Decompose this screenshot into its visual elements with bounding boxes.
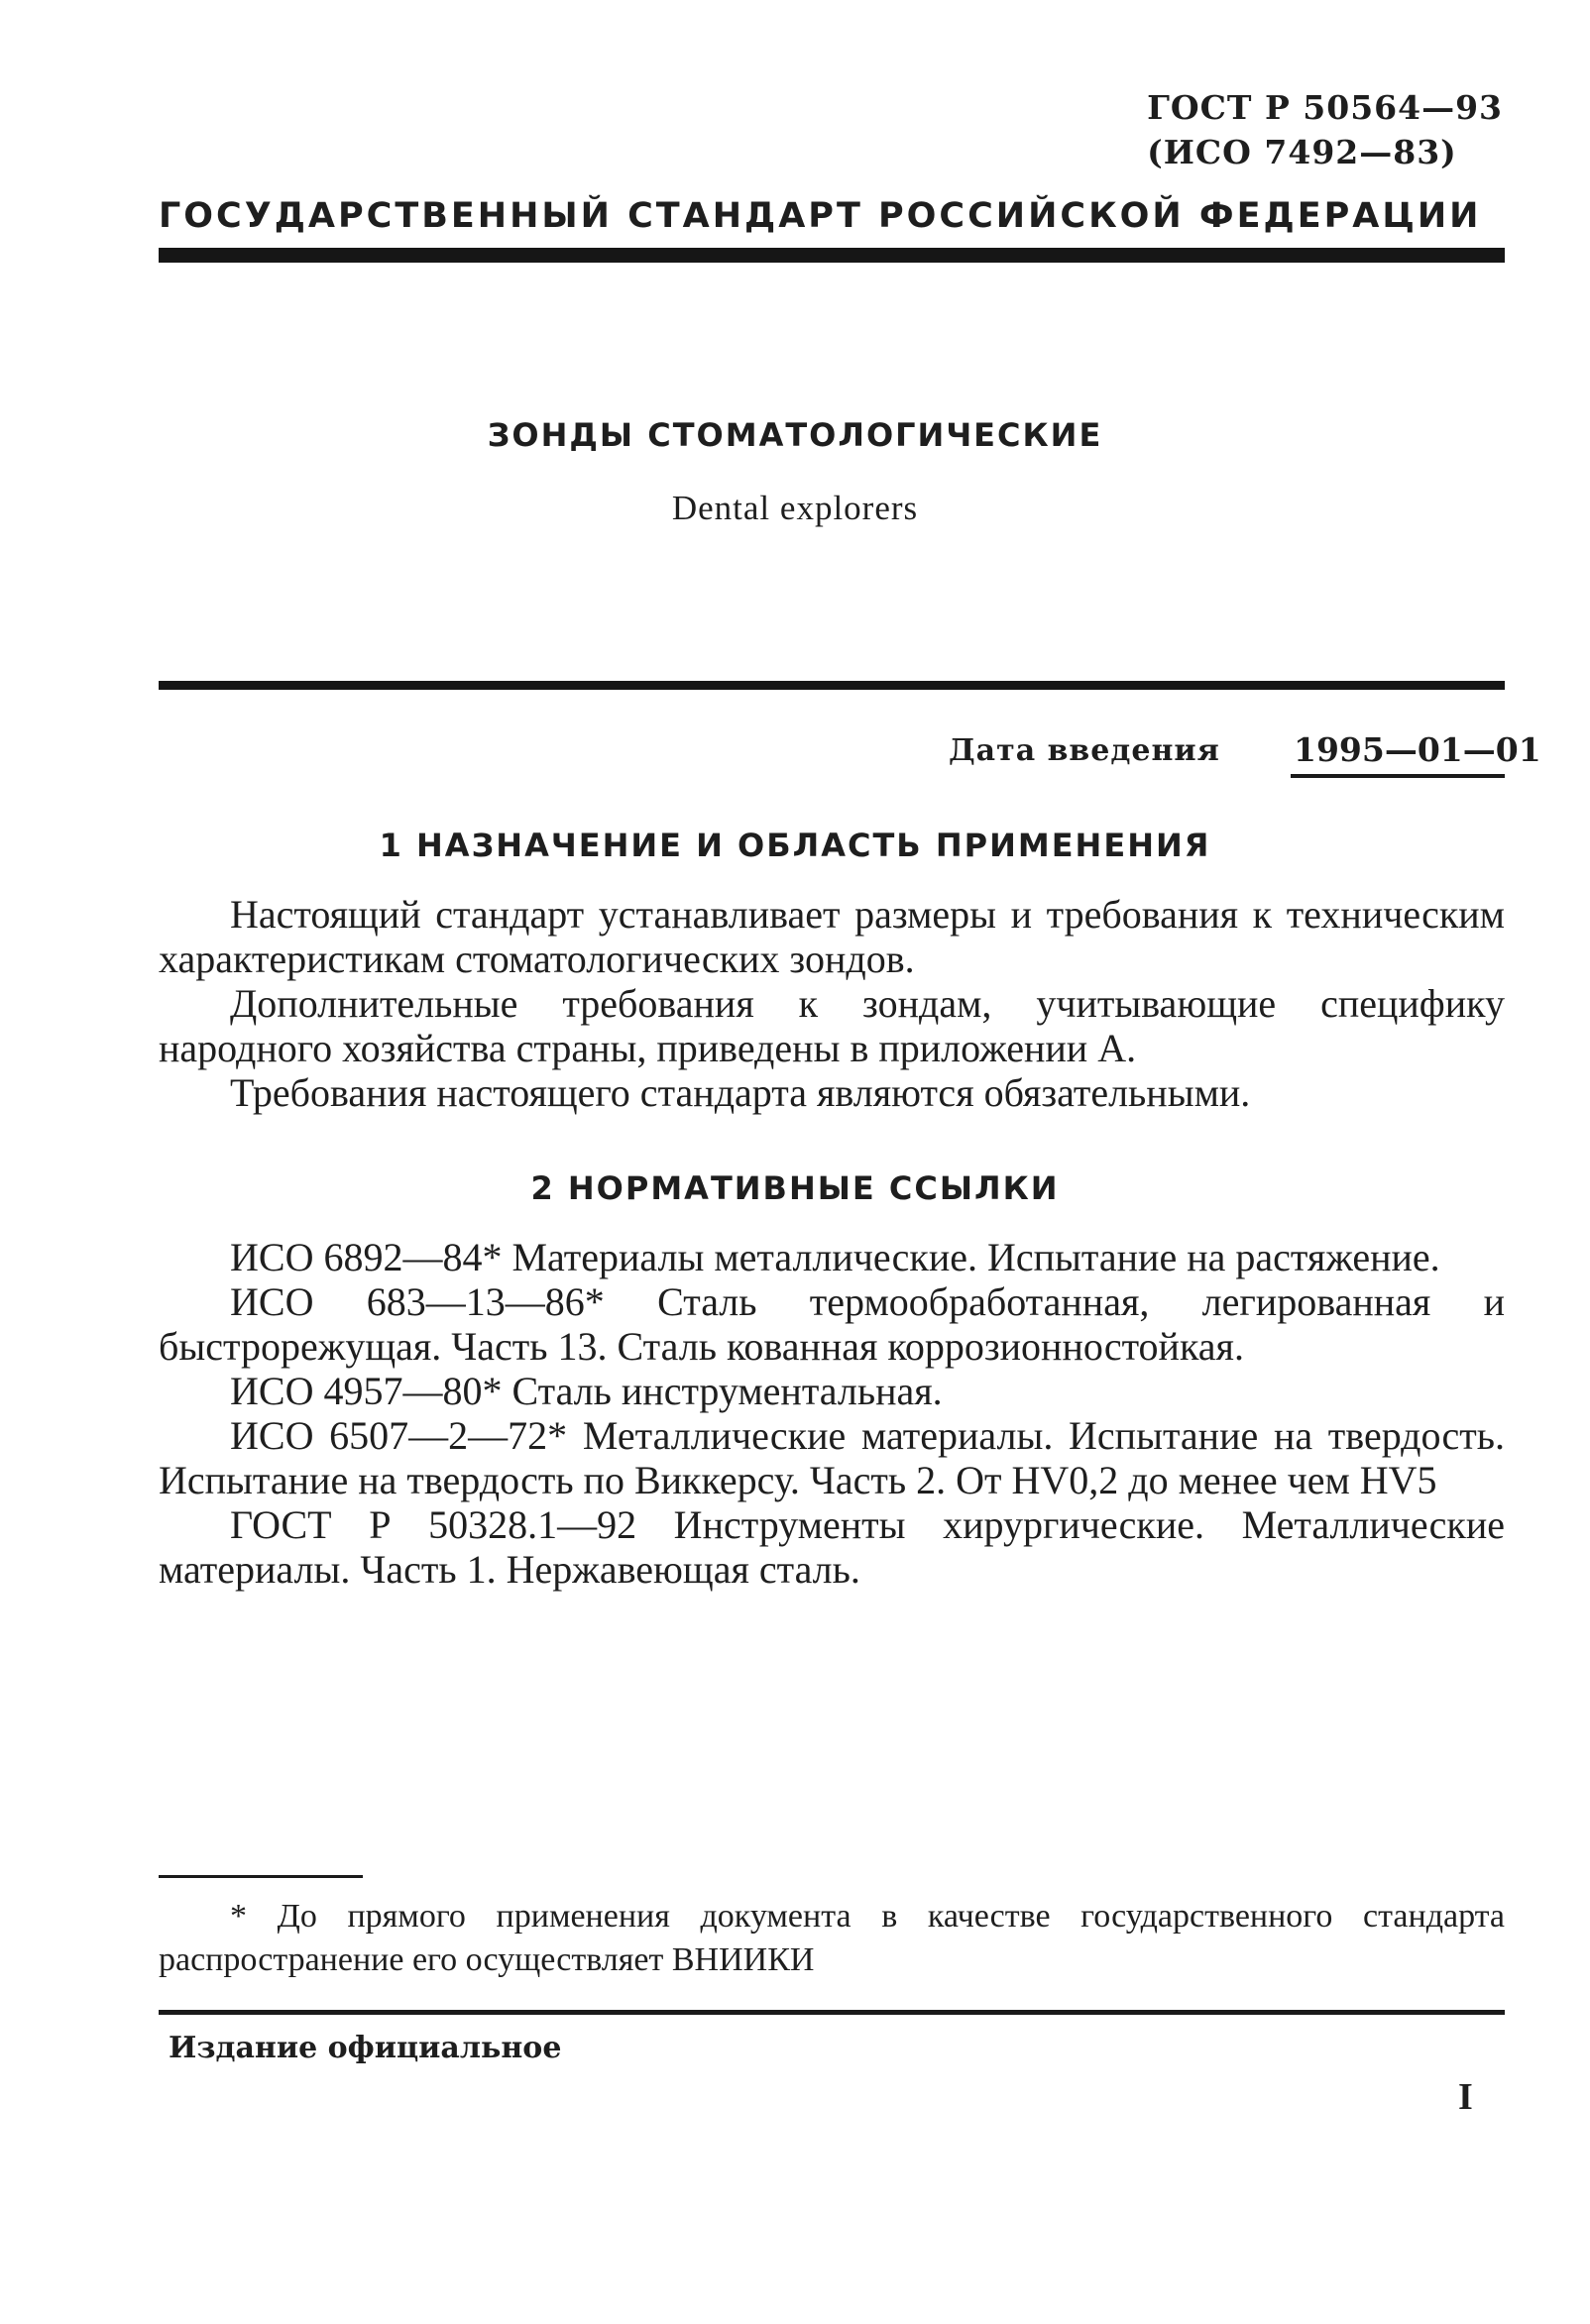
section-2-heading: 2 НОРМАТИВНЫЕ ССЫЛКИ [530, 1169, 1060, 1207]
footnote [159, 1895, 1505, 1982]
section-2-body [159, 1235, 1505, 1592]
paragraph: Настоящий стандарт устанавливает размеры и требования к техническим характеристикам стоматологических зондов. [159, 892, 1505, 981]
introduction-date: 1995—01—01 [1294, 730, 1541, 769]
iso-number: (ИСО 7492—83) [1147, 133, 1457, 171]
title-divider [159, 681, 1505, 690]
reference-item: ИСО 4957—80* Сталь инструментальная. [230, 1369, 943, 1413]
document-code [1147, 85, 1503, 174]
reference-item: ИСО 6507—2—72* Металлические материалы. Испытание на твердость. Испытание на твердость по Виккерсу. Часть 2. От HV0,2 до менее чем HV5 [159, 1413, 1505, 1502]
state-standard-heading: ГОСУДАРСТВЕННЫЙ СТАНДАРТ РОССИЙСКОЙ ФЕДЕРАЦИИ [159, 196, 1482, 236]
introduction-date-label: Дата введения [949, 733, 1220, 768]
section-1-heading: 1 НАЗНАЧЕНИЕ И ОБЛАСТЬ ПРИМЕНЕНИЯ [379, 827, 1211, 864]
footnote-divider [159, 1875, 363, 1878]
introduction-date-underline [1291, 774, 1505, 778]
header-divider [159, 248, 1505, 263]
paragraph: Требования настоящего стандарта являются обязательными. [230, 1070, 1251, 1115]
footer-divider [159, 2010, 1505, 2015]
document-title-english: Dental explorers [671, 489, 919, 527]
footnote-text: * До прямого применения документа в качестве государственного стандарта распространение его осуществляет ВНИИКИ [159, 1898, 1505, 1978]
document-title: ЗОНДЫ СТОМАТОЛОГИЧЕСКИЕ [487, 416, 1103, 454]
gost-number: ГОСТ Р 50564—93 [1147, 88, 1503, 127]
reference-item: ИСО 6892—84* Материалы металлические. Испытание на растяжение. [230, 1235, 1440, 1279]
reference-item: ГОСТ Р 50328.1—92 Инструменты хирургические. Металлические материалы. Часть 1. Нержавеющая сталь. [159, 1502, 1505, 1592]
paragraph: Дополнительные требования к зондам, учитывающие специфику народного хозяйства страны, приведены в приложении А. [159, 981, 1505, 1070]
section-1-body [159, 892, 1505, 1115]
edition-label: Издание официальное [169, 2031, 562, 2065]
reference-item: ИСО 683—13—86* Сталь термообработанная, легированная и быстрорежущая. Часть 13. Сталь кованная коррозионностойкая. [159, 1279, 1505, 1369]
page-number: I [1458, 2076, 1473, 2118]
